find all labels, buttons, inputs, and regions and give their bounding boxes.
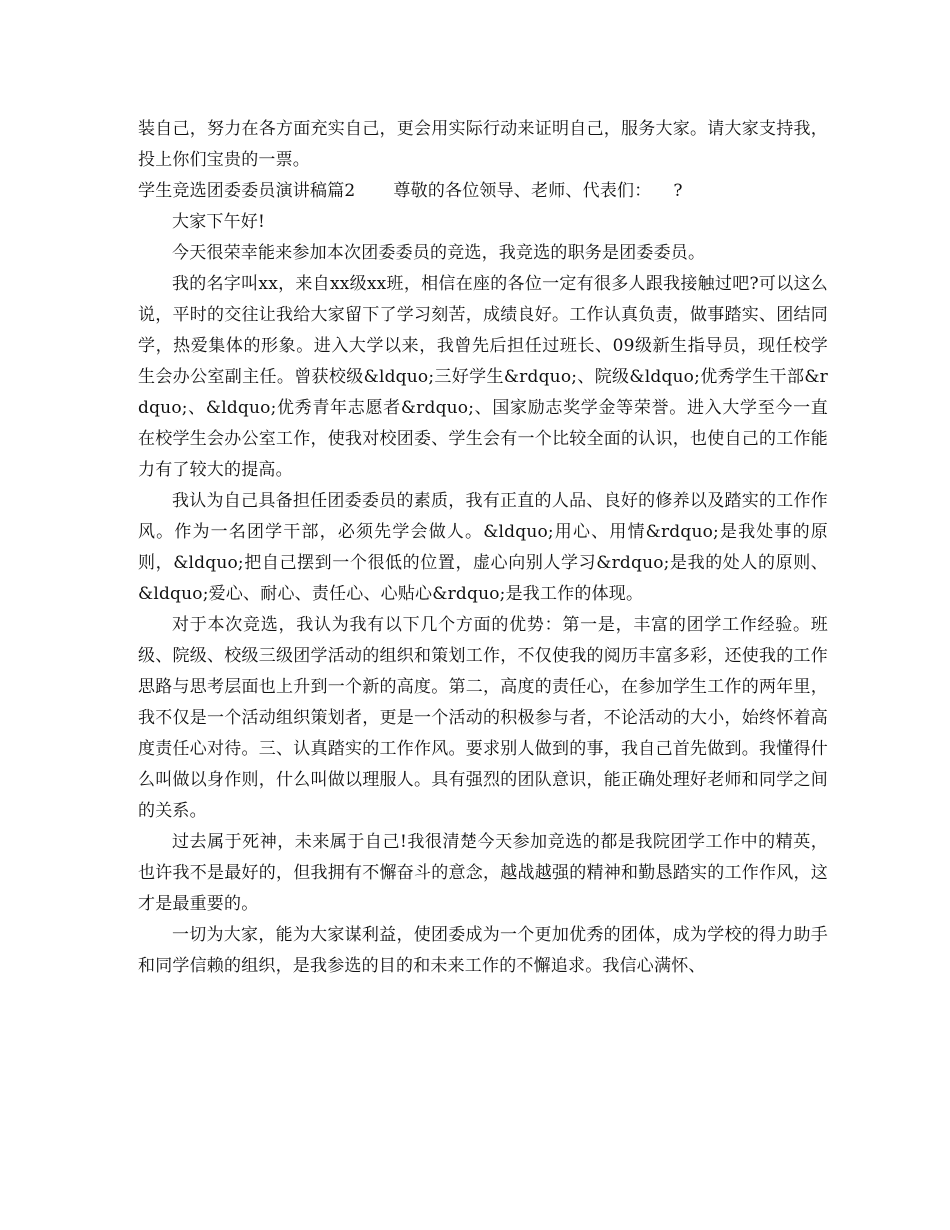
document-body xyxy=(138,114,828,982)
section-title: 学生竞选团委委员演讲稿篇2 xyxy=(138,181,356,201)
paragraph-advantages: 对于本次竞选，我认为我有以下几个方面的优势：第一是，丰富的团学工作经验。班级、院级、校级三级团学活动的组织和策划工作，不仅使我的阅历丰富多彩，还使我的工作思路与思考层面也上升到一个新的高度。第二，高度的责任心，在参加学生工作的两年里，我不仅是一个活动组织策划者，更是一个活动的积极参与者，不论活动的大小，始终怀着高度责任心对待。三、认真踏实的工作作风。要求别人做到的事，我自己首先做到。我懂得什么叫做以身作则，什么叫做以理服人。具有强烈的团队意识，能正确处理好老师和同学之间的关系。 xyxy=(138,615,828,821)
trailing-mark: ? xyxy=(673,181,683,201)
section-heading xyxy=(138,176,828,207)
paragraph-greeting: 大家下午好! xyxy=(172,212,266,232)
paragraph-goal: 一切为大家，能为大家谋利益，使团委成为一个更加优秀的团体，成为学校的得力助手和同学信赖的组织，是我参选的目的和未来工作的不懈追求。我信心满怀、 xyxy=(138,925,828,976)
paragraph-qualities: 我认为自己具备担任团委委员的素质，我有正直的人品、良好的修养以及踏实的工作作风。作为一名团学干部，必须先学会做人。&ldquo;用心、用情&rdquo;是我处事的原则，&ldquo;把自己摆到一个很低的位置，虚心向别人学习&rdquo;是我的处人的原则、&ldquo;爱心、耐心、责任心、心贴心&rdquo;是我工作的体现。 xyxy=(138,491,828,604)
paragraph-self-introduction: 我的名字叫xx，来自xx级xx班，相信在座的各位一定有很多人跟我接触过吧?可以这么说，平时的交往让我给大家留下了学习刻苦，成绩良好。工作认真负责，做事踏实、团结同学，热爱集体的形象。进入大学以来，我曾先后担任过班长、09级新生指导员，现任校学生会办公室副主任。曾获校级&ldquo;三好学生&rdquo;、院级&ldquo;优秀学生干部&rdquo;、&ldquo;优秀青年志愿者&rdquo;、国家励志奖学金等荣誉。进入大学至今一直在校学生会办公室工作，使我对校团委、学生会有一个比较全面的认识，也使自己的工作能力有了较大的提高。 xyxy=(138,274,828,480)
continued-paragraph: 装自己，努力在各方面充实自己，更会用实际行动来证明自己，服务大家。请大家支持我，投上你们宝贵的一票。 xyxy=(138,119,828,170)
paragraph-intro: 今天很荣幸能来参加本次团委委员的竞选，我竞选的职务是团委委员。 xyxy=(172,243,706,263)
salutation: 尊敬的各位领导、老师、代表们： xyxy=(393,181,652,201)
paragraph-future: 过去属于死神，未来属于自己!我很清楚今天参加竞选的都是我院团学工作中的精英，也许我不是最好的，但我拥有不懈奋斗的意念，越战越强的精神和勤恳踏实的工作作风，这才是最重要的。 xyxy=(138,832,828,914)
